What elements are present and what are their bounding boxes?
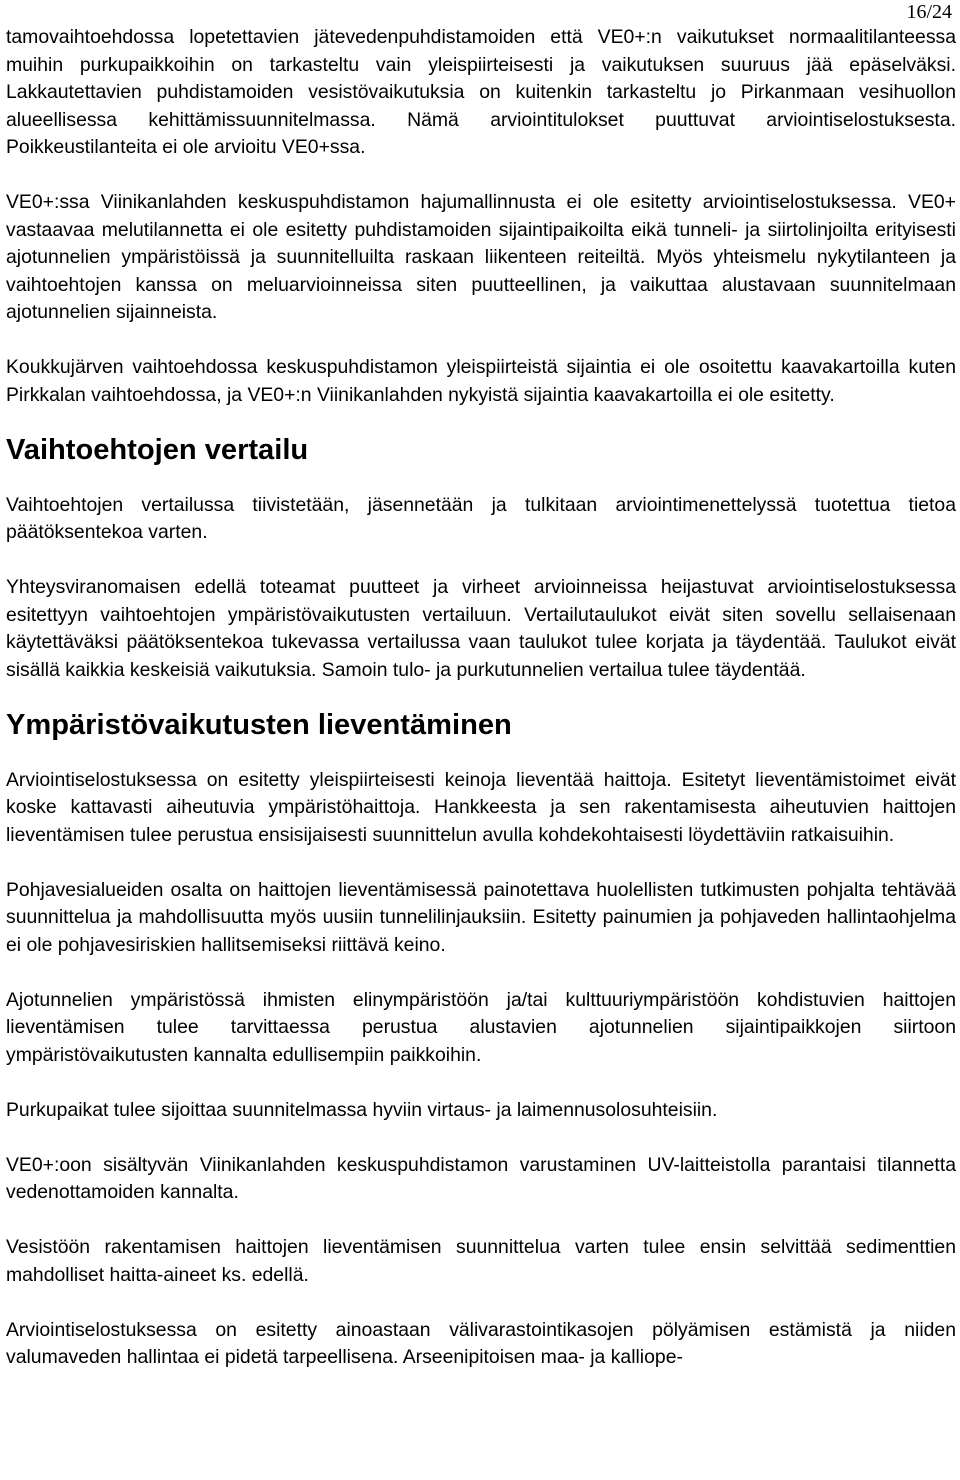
- document-body: [6, 24, 956, 1372]
- paragraph-uv-laitteisto: VE0+:oon sisältyvän Viinikanlahden keskuspuhdistamon varustaminen UV-laitteistolla parantaisi tilannetta vedenottamoiden kannalta.: [6, 1153, 956, 1203]
- paragraph-lieventamistoimet: Arviointiselostuksessa on esitetty yleispiirteisesti keinoja lieventää haittoja. Esitetyt lieventämistoimet eivät koske kattavasti aiheutuvia ympäristöhaittoja. Hankkeesta ja sen rakentamisesta aiheutuvien haittojen lieventämisen tulee perustua ensisijaisesti suunnittelun avulla kohdekohtaisesti löydettäviin ratkaisuihin.: [6, 768, 956, 846]
- paragraph-vertailutaulukot: Yhteysviranomaisen edellä toteamat puutteet ja virheet arvioinneissa heijastuvat arviointiselostuksessa esitettyyn vaihtoehtojen ympäristövaikutusten vertailuun. Vertailutaulukot eivät siten sovellu sellaisenaan käytettäväksi päätöksentekoa tukevassa vertailussa vaan taulukot tulee korjata ja täydentää. Taulukot eivät sisällä kaikkia keskeisiä vaikutuksia. Samoin tulo- ja purkutunnelien vertailua tulee täydentää.: [6, 576, 956, 681]
- paragraph-pohjavesialueet: Pohjavesialueiden osalta on haittojen lieventämisessä painotettava huolellisten tutkimusten pohjalta tehtävää suunnittelua ja mahdollisuutta myös uusiin tunnelilinjauksiin. Esitetty painumien ja pohjaveden hallintaohjelma ei ole pohjavesiriskien hallitsemiseksi riittävä keino.: [6, 878, 956, 956]
- paragraph-ve0-purkupaikat: tamovaihtoehdossa lopetettavien jätevedenpuhdistamoiden että VE0+:n vaikutukset normaalitilanteessa muihin purkupaikkoihin on tarkasteltu vain yleispiirteisesti ja vaikutuksen suuruus jää epäselväksi. Lakkautettavien puhdistamoiden vesistövaikutuksia on kuitenkin tarkasteltu jo Pirkanmaan vesihuollon alueellisessa kehittämissuunnitelmassa. Nämä arviointitulokset puuttuvat arviointiselostuksesta. Poikkeustilanteita ei ole arvioitu VE0+ssa.: [6, 26, 956, 158]
- paragraph-ajotunnelit: Ajotunnelien ympäristössä ihmisten elinympäristöön ja/tai kulttuuriympäristöön kohdistuvien haittojen lieventämisen tulee tarvittaessa perustua alustavien ajotunnelien sijaintipaikkojen siirtoon ympäristövaikutusten kannalta edullisempiin paikkoihin.: [6, 988, 956, 1066]
- paragraph-sedimentit: Vesistöön rakentamisen haittojen lieventämisen suunnittelua varten tulee ensin selvittää sedimenttien mahdolliset haitta-aineet ks. edellä.: [6, 1236, 956, 1286]
- paragraph-purkupaikat: Purkupaikat tulee sijoittaa suunnitelmassa hyviin virtaus- ja laimennusolosuhteisiin.: [6, 1098, 718, 1121]
- page-number: 16/24: [906, 1, 952, 23]
- heading-lieventaminen: Ympäristövaikutusten lieventäminen: [6, 708, 512, 741]
- paragraph-vertailu-intro: Vaihtoehtojen vertailussa tiivistetään, jäsennetään ja tulkitaan arviointimenettelyssä tuotettua tietoa päätöksentekoa varten.: [6, 493, 956, 543]
- heading-vaihtoehtojen-vertailu: Vaihtoehtojen vertailu: [6, 433, 309, 466]
- paragraph-koukkujarvi-kaavakartat: Koukkujärven vaihtoehdossa keskuspuhdistamon yleispiirteistä sijaintia ei ole osoitettu kaavakartoilla kuten Pirkkalan vaihtoehdossa, ja VE0+:n Viinikanlahden nykyistä sijaintia kaavakartoilla ei ole esitetty.: [6, 356, 956, 406]
- paragraph-hajumallinnus: VE0+:ssa Viinikanlahden keskuspuhdistamon hajumallinnusta ei ole esitetty arviointiselostuksessa. VE0+ vastaavaa melutilannetta ei ole esitetty puhdistamoiden sijaintipaikoilta eikä tunneli- ja siirtolinjoilta erityisesti ajotunnelien ympäristöissä ja suunnitelluilta raskaan liikenteen reiteiltä. Myös yhteismelu nykytilanteen ja vaihtoehtojen kanssa on meluarvioinneissa siten puutteellinen, ja vaikuttaa alustavaan suunnitelmaan ajotunnelien sijainneista.: [6, 191, 956, 323]
- paragraph-valivarastointi: Arviointiselostuksessa on esitetty ainoastaan välivarastointikasojen pölyämisen estämistä ja niiden valumaveden hallintaa ei pidetä tarpeellisena. Arseenipitoisen maa- ja kalliope-: [6, 1318, 956, 1368]
